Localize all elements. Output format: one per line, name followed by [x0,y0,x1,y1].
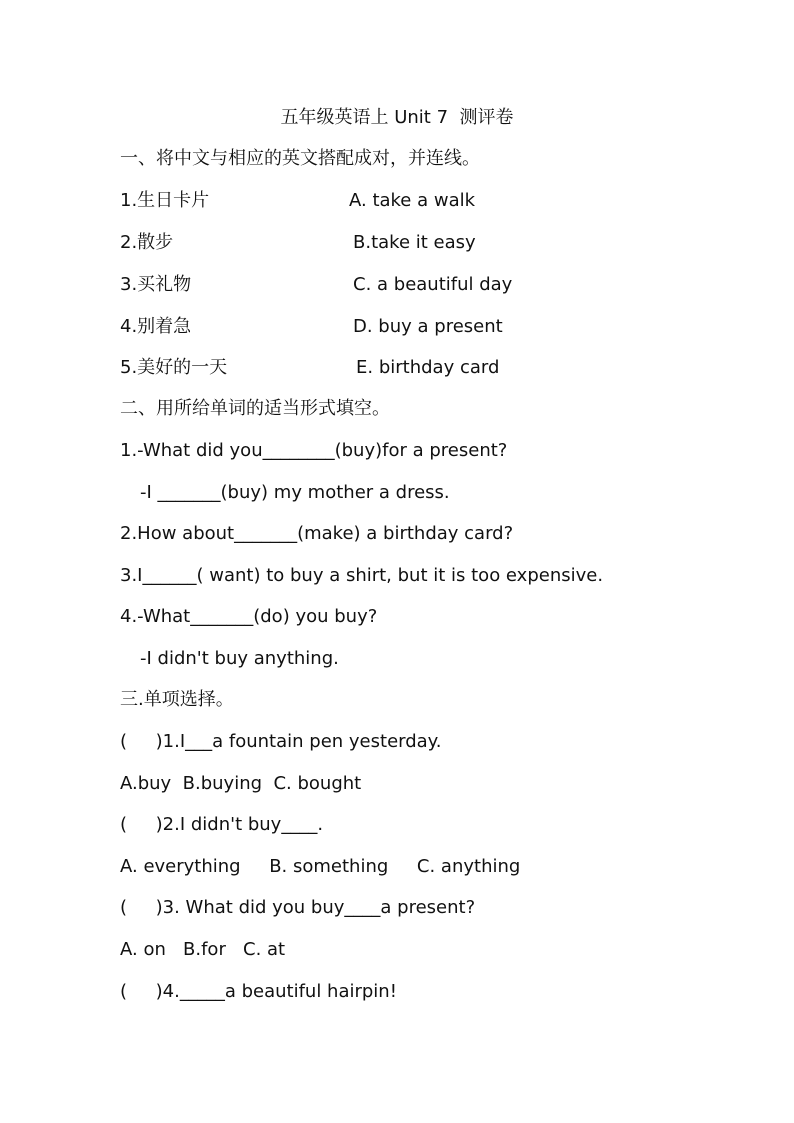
choice-options: A.buy B.buying C. bought [120,773,362,794]
section3-heading: 三.单项选择。 [120,689,234,710]
choice-question: ( )2.I didn't buy____. [120,814,324,835]
section2-heading: 二、用所给单词的适当形式填空。 [120,398,390,419]
match-left-item: 2.散步 [120,232,174,253]
fill-blank-line: -I didn't buy anything. [140,648,339,669]
fill-blank-line: 3.I______( want) to buy a shirt, but it is too expensive. [120,565,604,586]
page-title: 五年级英语上 Unit 7 测评卷 [280,107,514,128]
choice-options: A. everything B. something C. anything [120,856,521,877]
fill-blank-line: 1.-What did you________(buy)for a present? [120,440,508,461]
match-right-item: C. a beautiful day [353,274,513,295]
match-right-item: B.take it easy [353,232,476,253]
fill-blank-line: -I _______(buy) my mother a dress. [140,482,450,503]
choice-question: ( )3. What did you buy____a present? [120,897,476,918]
fill-blank-line: 4.-What_______(do) you buy? [120,606,378,627]
match-right-item: A. take a walk [349,190,476,211]
section1-heading: 一、将中文与相应的英文搭配成对，并连线。 [120,148,480,169]
choice-question: ( )4._____a beautiful hairpin! [120,981,397,1002]
match-left-item: 4.别着急 [120,316,192,337]
match-left-item: 5.美好的一天 [120,357,228,378]
match-right-item: D. buy a present [353,316,503,337]
match-left-item: 3.买礼物 [120,274,192,295]
match-right-item: E. birthday card [356,357,500,378]
match-left-item: 1.生日卡片 [120,190,210,211]
choice-question: ( )1.I___a fountain pen yesterday. [120,731,442,752]
choice-options: A. on B.for C. at [120,939,286,960]
fill-blank-line: 2.How about_______(make) a birthday card? [120,523,514,544]
